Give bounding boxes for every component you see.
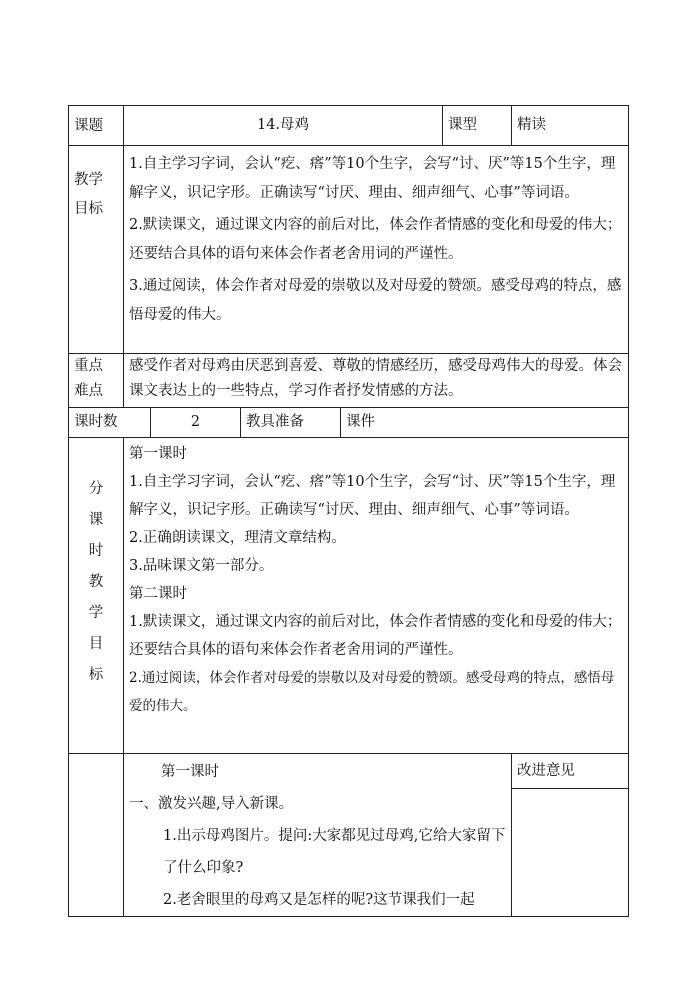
second-lesson-item-2: 2.通过阅读，体会作者对母爱的崇敬以及对母爱的赞颂。感受母鸡的特点，感悟母爱的伟大。 — [129, 670, 615, 714]
process-section-1: 一、激发兴趣,导入新课。 — [129, 796, 294, 812]
tools-label: 教具准备 — [241, 408, 341, 438]
lesson-goals-label-char: 目 — [88, 636, 104, 652]
hours-value: 2 — [151, 408, 241, 438]
lesson-goals-label-char: 教 — [88, 574, 104, 590]
key-points-label-line2: 难点 — [74, 383, 103, 399]
first-lesson-item-1: 1.自主学习字词，会认“疙、瘩”等10个生字，会写“讨、厌”等15个生字，理解字义，识记字形。正确读写“讨厌、理由、细声细气、心事”等词语。 — [129, 474, 616, 518]
key-points-label-line1: 重点 — [74, 358, 103, 374]
key-points-text: 感受作者对母鸡由厌恶到喜爱、尊敬的情感经历，感受母鸡伟大的母爱。体会课文表达上的一些特点，学习作者抒发情感的方法。 — [124, 354, 629, 408]
first-lesson-item-2: 2.正确朗读课文，理清文章结构。 — [129, 530, 346, 546]
lesson-goals-content — [124, 438, 629, 754]
process-step-2: 2.老舍眼里的母鸡又是怎样的呢?这节课我们一起 — [163, 892, 475, 908]
first-lesson-item-3: 3.品味课文第一部分。 — [129, 558, 274, 574]
lesson-goals-label-char: 学 — [88, 605, 104, 621]
goal-item-1: 1.自主学习字词，会认“疙、瘩”等10个生字，会写“讨、厌”等15个生字，理解字义，识记字形。正确读写“讨厌、理由、细声细气、心事”等词语。 — [129, 156, 616, 201]
goal-item-2: 2.默读课文，通过课文内容的前后对比，体会作者情感的变化和母爱的伟大；还要结合具体的语句来体会作者老舍用词的严谨性。 — [129, 217, 622, 262]
title-label: 课题 — [69, 106, 124, 146]
process-content — [124, 754, 512, 917]
goals-label-line2: 目标 — [74, 201, 103, 217]
hours-label: 课时数 — [69, 408, 151, 438]
lesson-plan-table — [68, 105, 629, 917]
lesson-goals-label-char: 课 — [88, 512, 104, 528]
process-label-cell — [69, 754, 124, 917]
goals-label — [69, 146, 124, 354]
second-lesson-item-1: 1.默读课文，通过课文内容的前后对比，体会作者情感的变化和母爱的伟大；还要结合具体的语句来体会作者老舍用词的严谨性。 — [129, 614, 622, 658]
goals-row — [69, 146, 629, 354]
lesson-title: 14.母鸡 — [124, 106, 443, 146]
notes-label: 改进意见 — [512, 754, 628, 789]
lesson-goals-label — [69, 438, 124, 754]
key-points-row — [69, 354, 629, 408]
goals-label-line1: 教学 — [74, 172, 103, 188]
type-value: 精读 — [512, 106, 629, 146]
second-lesson-title: 第二课时 — [129, 586, 187, 602]
goal-item-3: 3.通过阅读，体会作者对母爱的崇敬以及对母爱的赞颂。感受母鸡的特点，感悟母爱的伟大。 — [129, 278, 622, 323]
hours-row — [69, 408, 629, 438]
process-row — [69, 754, 629, 917]
lesson-goals-label-char: 标 — [88, 667, 104, 683]
lesson-goals-label-char: 时 — [88, 543, 104, 559]
lesson-goals-row — [69, 438, 629, 754]
tools-value: 课件 — [341, 408, 629, 438]
key-points-label — [69, 354, 124, 408]
goals-content — [124, 146, 629, 354]
notes-cell — [512, 754, 629, 917]
process-step-1: 1.出示母鸡图片。提问:大家都见过母鸡,它给大家留下了什么印象? — [163, 828, 506, 876]
lesson-goals-label-char: 分 — [88, 481, 104, 497]
first-lesson-title: 第一课时 — [129, 446, 187, 462]
type-label: 课型 — [443, 106, 512, 146]
title-row — [69, 106, 629, 146]
process-first-title: 第一课时 — [161, 764, 219, 780]
